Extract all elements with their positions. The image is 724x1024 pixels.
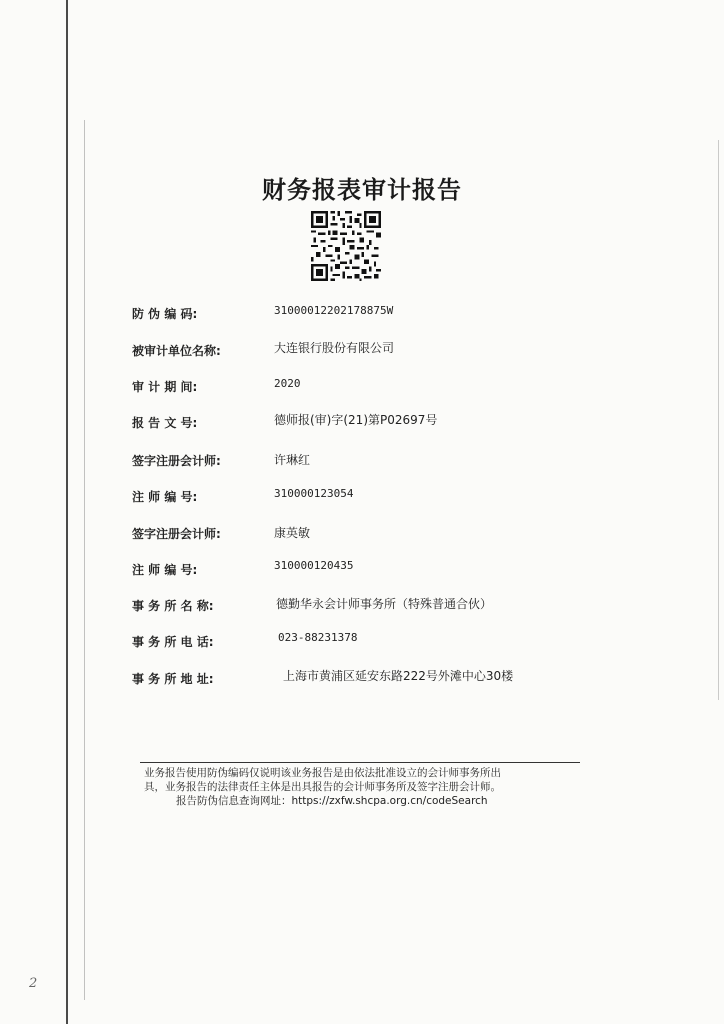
field-label-cpa-number-2: 注 师 编 号: [132, 563, 198, 577]
field-value-audited-entity: 大连银行股份有限公司 [274, 341, 395, 355]
footnote-line-1: 业务报告使用防伪编码仅说明该业务报告是由依法批准设立的会计师事务所出 [144, 767, 501, 779]
field-label-audit-period: 审 计 期 间: [132, 380, 198, 394]
footnote-verification-url: 报告防伪信息查询网址：https://zxfw.shcpa.org.cn/codeSearch [176, 795, 488, 807]
field-label-firm-name: 事 务 所 名 称: [132, 599, 214, 613]
qr-code-icon [311, 211, 381, 281]
field-label-audited-entity: 被审计单位名称: [132, 344, 221, 358]
field-value-signing-cpa-1: 许琳红 [274, 453, 311, 467]
field-value-firm-name: 德勤华永会计师事务所（特殊普通合伙） [276, 597, 493, 611]
margin-page-mark: 2 [29, 976, 38, 991]
footnote-line-2: 具，业务报告的法律责任主体是出具报告的会计师事务所及签字注册会计师。 [144, 781, 501, 793]
field-value-signing-cpa-2: 康英敏 [274, 526, 311, 540]
field-label-firm-address: 事 务 所 地 址: [132, 672, 214, 686]
field-value-report-number: 德师报(审)字(21)第P02697号 [274, 413, 438, 427]
field-label-report-number: 报 告 文 号: [132, 416, 198, 430]
field-value-cpa-number-2: 310000120435 [274, 559, 354, 572]
field-value-firm-address: 上海市黄浦区延安东路222号外滩中心30楼 [283, 669, 514, 683]
field-value-audit-period: 2020 [274, 377, 301, 390]
field-label-cpa-number-1: 注 师 编 号: [132, 490, 198, 504]
field-label-firm-phone: 事 务 所 电 话: [132, 635, 214, 649]
field-label-signing-cpa-1: 签字注册会计师: [132, 454, 221, 468]
field-value-cpa-number-1: 310000123054 [274, 487, 354, 500]
binding-line [66, 0, 68, 1024]
field-value-firm-phone: 023-88231378 [278, 631, 358, 644]
field-label-anti-counterfeit-code: 防 伪 编 码: [132, 307, 198, 321]
binding-line-secondary [84, 120, 85, 1000]
page-title: 财务报表审计报告 [262, 175, 462, 204]
page-edge-line [718, 140, 719, 700]
footnote [144, 766, 574, 808]
footnote-divider [140, 762, 580, 763]
field-value-anti-counterfeit-code: 31000012202178875W [274, 304, 394, 317]
field-label-signing-cpa-2: 签字注册会计师: [132, 527, 221, 541]
